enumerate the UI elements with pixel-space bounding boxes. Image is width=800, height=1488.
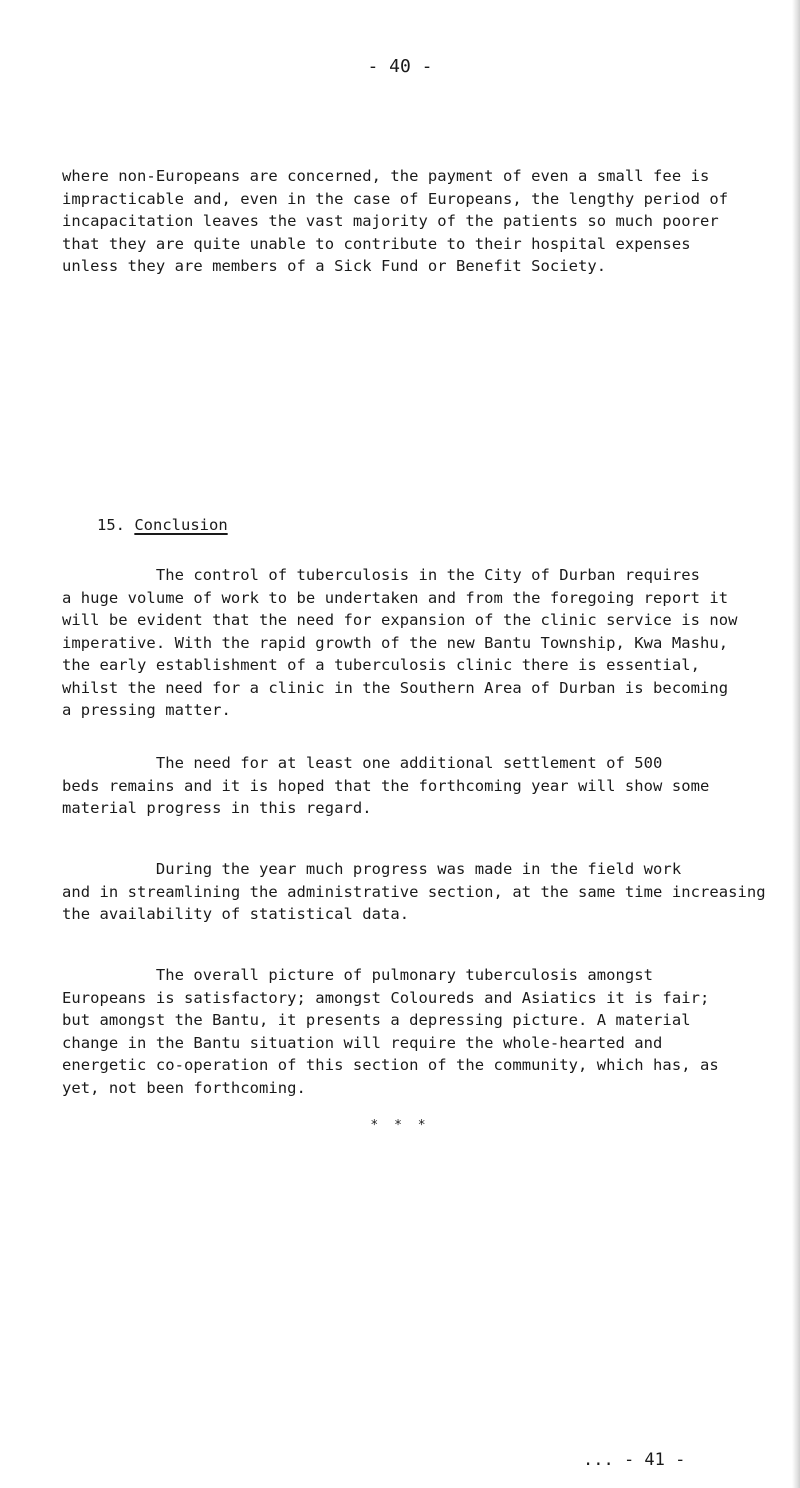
section-heading [97,514,228,536]
paragraph-settlement-beds: The need for at least one additional settlement of 500 beds remains and it is hoped that the forthcoming year will show some material progress in this regard. [62,754,710,817]
page-number: - 40 - [367,56,433,77]
page-edge-shadow [792,0,800,1488]
paragraph-overall-picture: The overall picture of pulmonary tuberculosis amongst Europeans is satisfactory; amongst Coloureds and Asiatics it is fair; but amongst the Bantu, it presents a depressing picture. A material change in the Bantu situation will require the whole-hearted and energetic co-operation of this section of the community, which has, as yet, not been forthcoming. [62,966,719,1097]
section-number: 15. [97,516,125,534]
section-title: Conclusion [134,516,228,534]
next-page-indicator: ... - 41 - [583,1450,686,1470]
section-separator: * * * [370,1118,430,1133]
paragraph-tb-control: The control of tuberculosis in the City of Durban requires a huge volume of work to be undertaken and from the foregoing report it will be evident that the need for expansion of the clinic service is now imperative. With the rapid growth of the new Bantu Township, Kwa Mashu, the early establishment of a tuberculosis clinic there is essential, whilst the need for a clinic in the Southern Area of Durban is becoming a pressing matter. [62,566,738,719]
paragraph-hospital-fees: where non-Europeans are concerned, the payment of even a small fee is impracticable and, even in the case of Europeans, the lengthy period of incapacitation leaves the vast majority of the patients so much poorer that they are quite unable to contribute to their hospital expenses unless they are members of a Sick Fund or Benefit Society. [62,167,729,275]
paragraph-progress: During the year much progress was made in the field work and in streamlining the administrative section, at the same time increasing the availability of statistical data. [62,860,766,923]
